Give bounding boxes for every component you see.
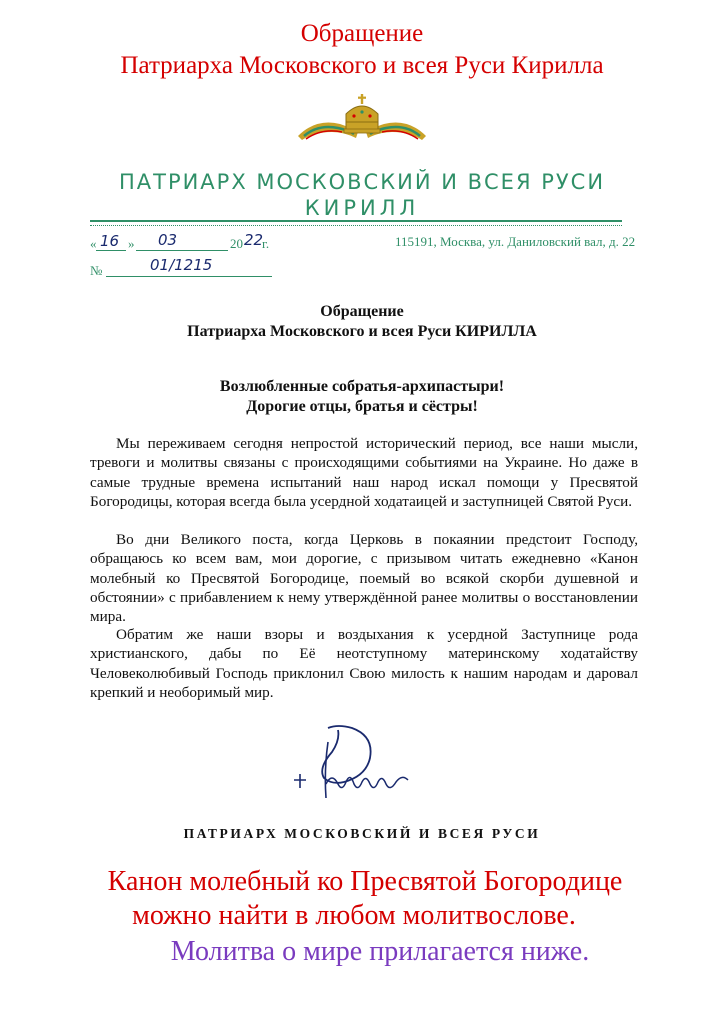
letterhead-name: КИРИЛЛ [304,196,420,220]
body-paragraph: Во дни Великого поста, когда Церковь в покаянии предстоит Господу, обращаюсь ко всем вам, мои дорогие, с призывом читать ежедневно «Канон молебный ко Пресвятой Богородице, поемый во всякой скорби душевной и обстоянии» с прибавлением к нему утверждённой ранее молитвы о восстановлении мира. [90,531,638,626]
handwritten-signature [288,722,428,812]
patriarch-crown-emblem-icon [296,92,428,142]
note-line3: Молитва о мире прилагается ниже. [170,936,590,967]
greeting-line1: Возлюбленные собратья-архипастыри! [219,378,505,395]
date-month: 03 [158,231,178,249]
document-title-line1: Обращение [320,303,404,320]
address: 115191, Москва, ул. Даниловский вал, д. 22 [395,234,636,249]
date-month-underline [136,250,228,251]
date-year-unit: г. [262,236,270,251]
date-open-quote: « [90,236,97,251]
date-year-suffix: 22 [244,231,264,249]
number-underline [106,276,272,277]
body-paragraph: Мы переживаем сегодня непростой исторический период, все наши мысли, тревоги и молитвы связаны с происходящими событиями на Украине. Но даже в самые трудные времена испытаний наш народ искал помощи у Пресвятой Богородицы, которая всегда была усердной ходатаицей и заступницей Святой Руси. [90,435,638,510]
note-line2: можно найти в любом молитвослове. [132,900,576,931]
page-title-line1: Обращение [300,20,424,47]
date-close-quote: » [128,236,135,251]
letterhead-dotted-rule [90,225,622,226]
signature-title: ПАТРИАРХ МОСКОВСКИЙ И ВСЕЯ РУСИ [183,826,541,841]
date-day: 16 [100,232,120,250]
date-year-prefix: 20 [230,236,243,251]
letterhead-rule [90,220,622,222]
date-day-underline [96,250,126,251]
greeting-line2: Дорогие отцы, братья и сёстры! [246,398,478,415]
page-title-line2: Патриарха Московского и всея Руси Кирилла [120,52,604,79]
number-value: 01/1215 [150,256,213,274]
note-line1: Канон молебный ко Пресвятой Богородице [107,866,623,897]
document-title-line2: Патриарха Московского и всея Руси КИРИЛЛА [187,323,537,340]
letterhead-title: ПАТРИАРХ МОСКОВСКИЙ И ВСЕЯ РУСИ [118,170,606,194]
body-paragraph: Обратим же наши взоры и воздыхания к усердной Заступнице рода христианского, дабы по Её неотступному материнскому ходатайству Человеколюбивый Господь приклонил Свою милость к нашим народам и даровал крепкий и необоримый мир. [90,626,638,701]
number-label: № [90,263,103,278]
